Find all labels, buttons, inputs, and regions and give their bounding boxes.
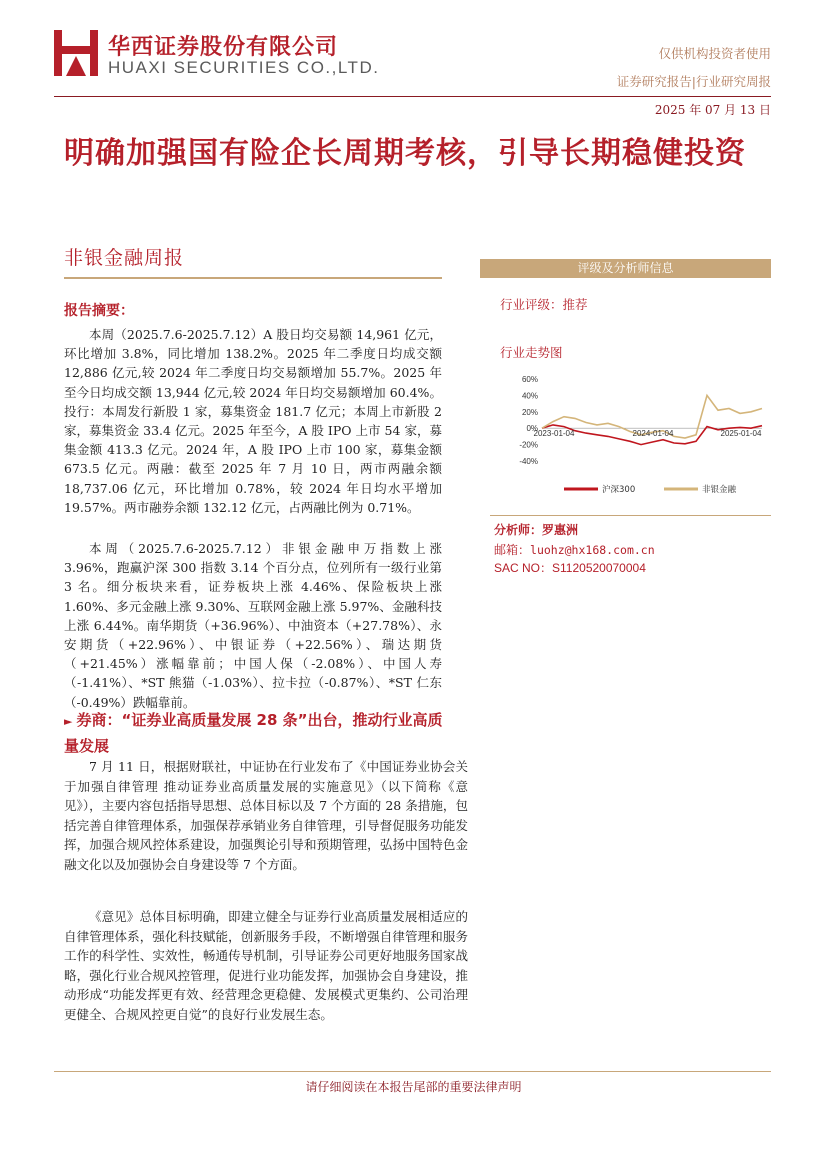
sac-number: SAC NO：S1120520070004 <box>494 561 646 575</box>
section-heading <box>64 708 446 758</box>
triangle-bullet-icon: ► <box>64 715 73 728</box>
footer-divider <box>54 1071 771 1072</box>
report-date: 2025 年 07 月 13 日 <box>654 103 771 117</box>
email-label: 邮箱： <box>494 543 531 557</box>
y-tick-label: -40% <box>519 457 538 466</box>
rating-analyst-panel <box>480 259 771 575</box>
header-divider <box>54 96 771 97</box>
summary-paragraph-index: 本周（2025.7.6-2025.7.12）非银金融申万指数上涨 3.96%，跑赢沪深 300 指数 3.14 个百分点，位列所有一级行业第 3 名。细分板块来看，证券板块上涨 4.46%、保险板块上涨 1.60%、多元金融上涨 9.30%、互联网金融上涨 5.97%、金融科技上涨 6.44%。南华期货（+36.96%）、中油资本（+27.78%）、永安期货（+22.96%）、中银证券（+22.56%）、瑞达期货（+21.45%）涨幅靠前；中国人保（-2.08%）、中国人寿（-1.41%）、*ST 熊猫（-1.03%）、拉卡拉（-0.87%）、*ST 仁东（-0.49%）跌幅靠前。 <box>64 541 442 710</box>
report-title: 明确加强国有险企长周期考核，引导长期稳健投资 <box>64 136 746 171</box>
report-subtitle: 非银金融周报 <box>64 247 185 269</box>
summary-label: 报告摘要： <box>64 303 134 319</box>
analyst-email <box>494 541 655 558</box>
legend-label: 沪深300 <box>602 485 636 495</box>
section-paragraph-1: 7 月 11 日，根据财联社，中证协在行业发布了《中国证券业协会关于加强自律管理 推动证券业高质量发展的实施意见》（以下简称《意见》），主要内容包括指导思想、总体目标以及 7 个方面的 28 条措施，包括完善自律管理体系，加强保荐承销业务自律管理，引导督促服务功能发挥，加强合规风控体系建设，加强舆论引导和预期管理，弘扬中国特色金融文化以及加强协会自身建设等 7 个方面。 <box>64 759 468 872</box>
panel-divider <box>490 515 771 516</box>
legal-notice: 请仔细阅读在本报告尾部的重要法律声明 <box>305 1080 522 1094</box>
legend-label: 非银金融 <box>702 485 737 495</box>
x-tick-label: 2025-01-04 <box>720 429 762 439</box>
x-tick-label: 2024-01-04 <box>632 429 674 439</box>
section-paragraph-2: 《意见》总体目标明确，即建立健全与证券行业高质量发展相适应的自律管理体系，强化科技赋能，创新服务手段，不断增强自律管理和服务工作的科学性、实效性，畅通传导机制，引导证券公司更好地服务国家战略，强化行业合规风控管理，促进行业功能发挥，加强协会自身建设，推动形成“功能发挥更有效、经营理念更稳健、发展模式更集约、公司治理更健全、合规风控更自觉”的良好行业发展生态。 <box>64 909 468 1022</box>
x-tick-label: 2023-01-04 <box>533 429 575 439</box>
email-link[interactable]: luohz@hx168.com.cn <box>530 543 655 557</box>
institution-tag: 仅供机构投资者使用 <box>658 46 771 61</box>
company-name-en: HUAXI SECURITIES CO.,LTD. <box>108 58 380 77</box>
subtitle-divider <box>64 277 442 279</box>
company-name-cn: 华西证券股份有限公司 <box>108 35 339 60</box>
trend-chart-title: 行业走势图 <box>500 345 563 360</box>
y-tick-label: 20% <box>521 407 538 417</box>
y-tick-label: 60% <box>521 375 538 384</box>
section-heading-text: 券商：“证券业高质量发展 28 条”出台，推动行业高质量发展 <box>64 711 443 755</box>
trend-chart <box>490 371 770 503</box>
industry-rating: 行业评级：推荐 <box>500 297 588 312</box>
y-tick-label: 40% <box>521 391 538 401</box>
y-tick-label: 0% <box>526 424 538 434</box>
company-logo <box>54 30 98 76</box>
analyst-name: 分析师：罗惠洲 <box>494 523 579 537</box>
panel-header: 评级及分析师信息 <box>480 259 771 278</box>
summary-paragraph-market: 本周（2025.7.6-2025.7.12）A 股日均交易额 14,961 亿元，环比增加 3.8%，同比增加 138.2%。2025 年二季度日均成交额 12,886 亿元,较 2024 年二季度日均交易额增加 55.7%。2025 年至今日均成交额 13,944 亿元,较 2024 年日均交易额增加 60.4%。投行：本周发行新股 1 家，募集资金 181.7 亿元；本周上市新股 2 家，募集资金 33.4 亿元。2025 年至今，A 股 IPO 上市 54 家，募集金额 413.3 亿元。2024 年，A 股 IPO 上市 100 家，募集金额 673.5 亿元。两融：截至 2025 年 7 月 10 日，两市两融余额 18,737.06 亿元，环比增加 0.78%，较 2024 年日均水平增加 19.57%。两市融券余额 132.12 亿元，占两融比例为 0.71%。 <box>64 327 442 515</box>
report-type-tag: 证券研究报告|行业研究周报 <box>616 74 771 89</box>
y-tick-label: -20% <box>519 440 538 450</box>
